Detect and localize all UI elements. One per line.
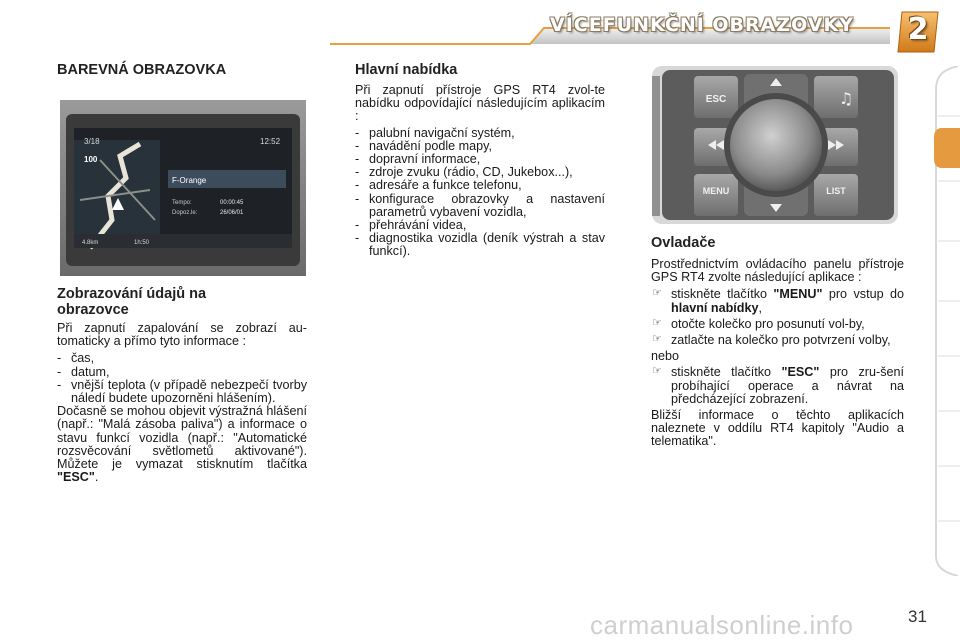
list-item: ☞ otočte kolečko pro posunutí vol-by,: [652, 316, 865, 331]
right-or: nebo: [651, 349, 680, 364]
right-body: [651, 258, 904, 449]
esc-key-label: "ESC": [57, 470, 95, 485]
right-list-2: [651, 366, 904, 406]
list-button-label: LIST: [826, 186, 846, 196]
screen-bottom-left: 4.8km: [82, 240, 99, 246]
screen-value-tempo: 00:00:45: [220, 200, 244, 206]
middle-body: [355, 84, 605, 259]
screen-date: 3/18: [84, 137, 100, 146]
list-item: - přehrávání videa,: [355, 218, 467, 233]
chapter-number: 2: [907, 12, 929, 47]
middle-list: [355, 127, 605, 259]
right-closing: Bližší informace o těchto aplikacích naleznete v oddílu RT4 kapitoly "Audio a telematika".: [651, 408, 904, 449]
chapter-tabs: [928, 66, 960, 576]
pointing-hand-icon: ☞: [652, 316, 662, 329]
screen-value-dopoz: 26/06/01: [220, 210, 244, 216]
section-heading-color-screen: BAREVNÁ OBRAZOVKA: [57, 62, 227, 78]
screen-destination: F-Orange: [172, 176, 207, 185]
list-item: ☞ stiskněte tlačítko "ESC" pro zru-šení probíhající operace a návrat na předcházející zobrazení.: [652, 365, 904, 406]
control-panel-photo: [652, 66, 898, 224]
pointing-hand-icon: ☞: [652, 365, 662, 378]
list-item: - datum,: [57, 364, 110, 379]
screen-bottom-right: 1h:50: [134, 240, 150, 246]
screen-distance: 100: [84, 155, 98, 164]
left-intro: Při zapnutí zapalování se zobrazí au-tomaticky a přímo tyto informace :: [57, 321, 307, 349]
list-item: ☞ zatlačte na kolečko pro potvrzení volby,: [652, 333, 891, 348]
esc-button-label: ESC: [705, 94, 727, 105]
left-body: [57, 322, 307, 484]
menu-button-label: MENU: [702, 186, 730, 196]
list-item: - zdroje zvuku (rádio, CD, Jukebox...),: [355, 165, 573, 180]
list-item: - vnější teplota (v případě nebezpečí tvorby náledí budete upozorněni hlášením).: [57, 377, 307, 406]
list-item: - dopravní informace,: [355, 152, 481, 167]
list-item: - palubní navigační systém,: [355, 125, 515, 140]
music-icon: ♫: [838, 89, 854, 108]
watermark: carmanualsonline.info: [590, 610, 854, 640]
list-item: - čas,: [57, 351, 95, 366]
right-list: [651, 288, 904, 347]
page-number: 31: [908, 607, 927, 626]
section-heading-controls: Ovladače: [651, 235, 716, 251]
pointing-hand-icon: ☞: [652, 333, 662, 346]
screen-label-tempo: Tempo:: [172, 200, 192, 206]
color-screen-photo: [60, 100, 306, 276]
screen-time: 12:52: [260, 137, 281, 146]
list-item: - konfigurace obrazovky a nastavení parametrů vybavení vozidla,: [355, 191, 605, 219]
page-title: VÍCEFUNKČNÍ OBRAZOVKY: [550, 14, 854, 36]
pointing-hand-icon: ☞: [652, 287, 662, 300]
left-list: [57, 352, 307, 405]
middle-intro: Při zapnutí přístroje GPS RT4 zvol-te nabídku odpovídající následujícím aplikacím :: [355, 83, 605, 124]
list-item: - diagnostika vozidla (deník výstrah a stav funkcí).: [355, 231, 605, 259]
list-item: - adresáře a funkce telefonu,: [355, 178, 522, 193]
list-item: ☞ stiskněte tlačítko "MENU" pro vstup do hlavní nabídky,: [652, 287, 904, 315]
section-heading-display-info: Zobrazování údajů na obrazovce: [57, 286, 207, 318]
screen-label-dopoz: Dopoz.le:: [172, 210, 198, 216]
right-intro: Prostřednictvím ovládacího panelu přístroje GPS RT4 zvolte následující aplikace :: [651, 257, 904, 285]
section-heading-main-menu: Hlavní nabídka: [355, 62, 458, 78]
left-paragraph: Dočasně se mohou objevit výstražná hlášení (např.: "Malá zásoba paliva") a informace o stavu funkcí vozidla (např.: "Automatické rozsvěcování světlometů aktivované"). Můžete je vymazat stisknutím tlačítka "ESC".: [57, 404, 307, 485]
list-item: - navádění podle mapy,: [355, 138, 492, 153]
